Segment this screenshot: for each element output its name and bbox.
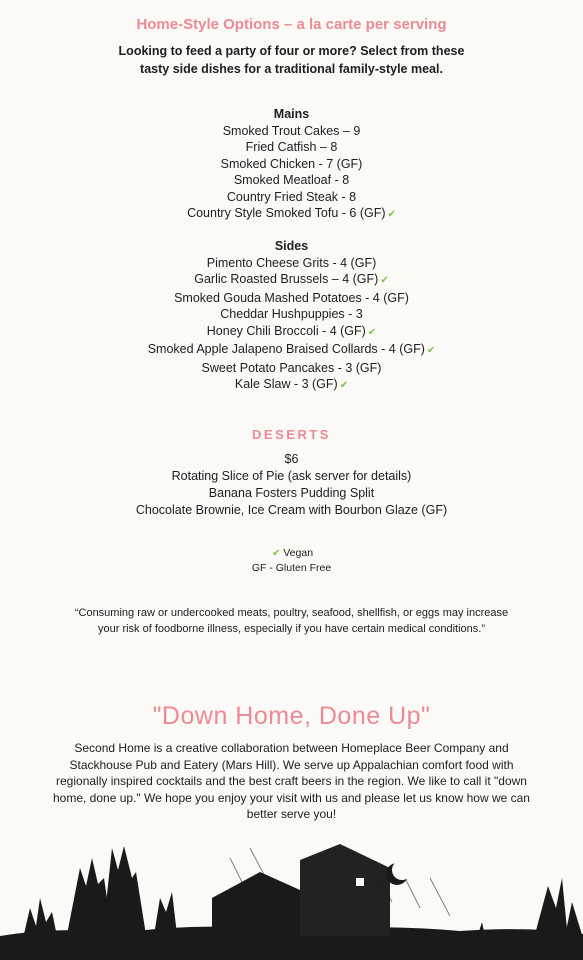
sides-item [0,306,583,323]
mountain-cabin-illustration [0,838,583,960]
sides-item [0,271,583,290]
sides-item [0,255,583,272]
sides-list [0,255,583,395]
sides-item-label: Kale Slaw - 3 (GF) [234,377,338,391]
sides-item [0,341,583,360]
deserts-item: Chocolate Brownie, Ice Cream with Bourbon Glaze (GF) [135,503,448,517]
mains-list [0,123,583,224]
sides-item-label: Smoked Gouda Mashed Potatoes - 4 (GF) [174,290,409,305]
deserts-item: Rotating Slice of Pie (ask server for details) [171,469,412,483]
legend-vegan [0,546,583,561]
sides-item [0,290,583,307]
sides-item [0,376,583,395]
deserts-title: DESERTS [252,427,331,442]
deserts-price: $6 [284,452,299,466]
mains-item-label: Country Fried Steak - 8 [226,189,357,204]
mains-item-label: Fried Catfish – 8 [245,140,338,154]
leaf-check-icon: ✔ [271,548,281,559]
mains-section [0,106,583,224]
about-title: "Down Home, Done Up" [152,702,431,730]
leaf-check-icon: ✔ [380,275,389,286]
leaf-check-icon: ✔ [367,326,377,338]
deserts-section [0,451,583,519]
mains-item [0,172,583,189]
mains-item [0,189,583,206]
legend-vegan-label: Vegan [283,547,314,559]
intro-line-2: tasty side dishes for a traditional family-style meal. [140,62,443,76]
mains-item [0,156,583,173]
sides-item-label: Pimento Cheese Grits - 4 (GF) [206,255,377,270]
intro-line-1: Looking to feed a party of four or more? Select from these [118,44,465,58]
deserts-item: Banana Fosters Pudding Split [208,486,375,500]
leaf-check-icon: ✔ [339,380,349,391]
sides-item-label: Sweet Potato Pancakes - 3 (GF) [201,360,382,375]
sides-item-label: Cheddar Hushpuppies - 3 [220,307,363,321]
home-style-title: Home-Style Options – a la carte per serving [136,16,447,33]
sides-item [0,323,583,342]
intro-text [0,42,583,78]
mains-item-label: Smoked Chicken - 7 (GF) [220,156,363,171]
about-line-2: Stackhouse Pub and Eatery (Mars Hill). We serve up Appalachian comfort food with [69,757,514,772]
food-safety-disclaimer [30,606,553,637]
sides-section [0,238,583,395]
sides-title: Sides [274,239,309,253]
about-line-3: regionally inspired cocktails and the best craft beers in the region. We like to call it "down [56,774,527,788]
leaf-check-icon: ✔ [426,345,436,356]
sides-item-label: Smoked Apple Jalapeno Braised Collards - 4 (GF) [147,342,425,356]
about-line-1: Second Home is a creative collaboration between Homeplace Beer Company and [74,741,509,755]
about-line-5: better serve you! [246,807,337,821]
mains-item [0,139,583,156]
about-text [14,740,569,823]
mains-title: Mains [273,107,310,121]
leaf-check-icon: ✔ [387,209,396,220]
crescent-moon-icon [386,860,412,885]
legend [0,546,583,575]
mains-item-label: Smoked Trout Cakes – 9 [222,123,361,138]
mains-item-label: Country Style Smoked Tofu - 6 (GF) [187,206,386,220]
disclaimer-line-1: “Consuming raw or undercooked meats, poultry, seafood, shellfish, or eggs may increase [74,607,509,619]
mains-item [0,205,583,224]
disclaimer-line-2: your risk of foodborne illness, especially if you have certain medical conditions.” [97,622,486,635]
mains-item [0,123,583,140]
sides-item-label: Garlic Roasted Brussels – 4 (GF) [194,272,379,286]
sides-item [0,360,583,377]
sides-item-label: Honey Chili Broccoli - 4 (GF) [206,323,366,338]
about-line-4: home, done up." We hope you enjoy your visit with us and please let us know how we can [53,790,530,805]
mains-item-label: Smoked Meatloaf - 8 [233,173,350,187]
legend-gf-label: GF - Gluten Free [251,562,332,574]
